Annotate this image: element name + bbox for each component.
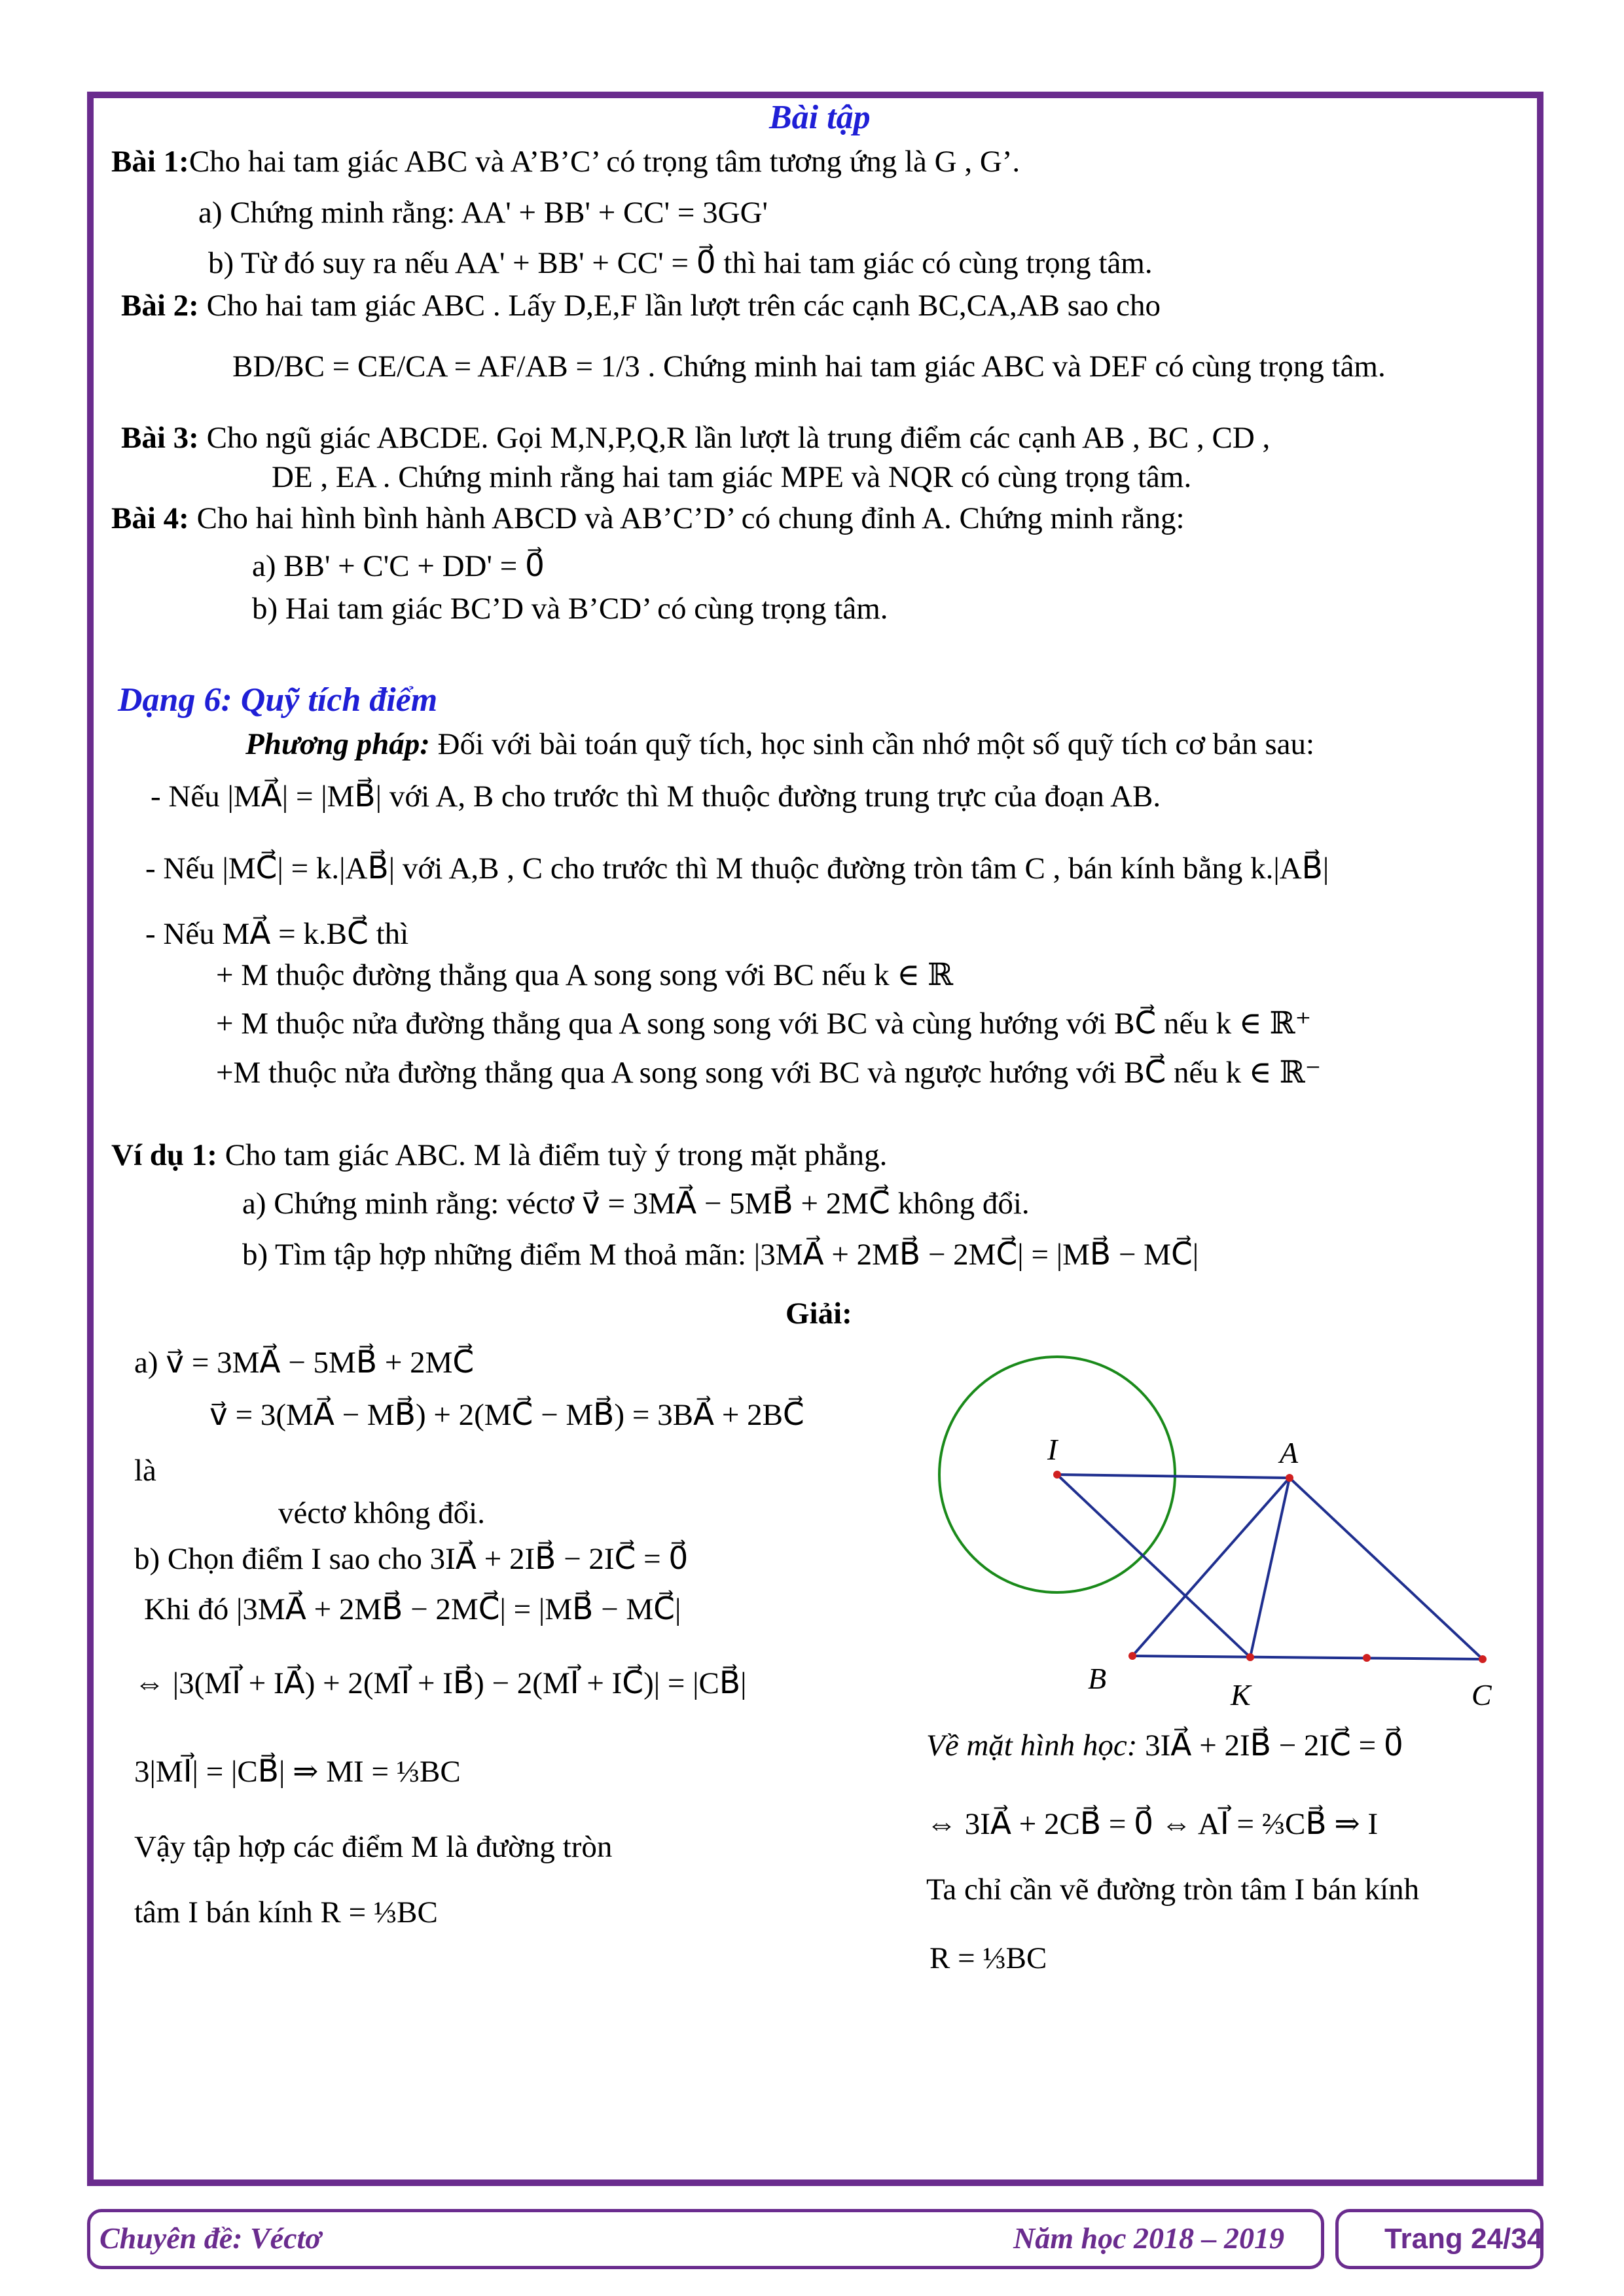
label-C: C (1471, 1678, 1492, 1712)
rule-3b: + M thuộc nửa đường thẳng qua A song song với BC và cùng hướng với BC⃗ nếu k ∈ ℝ⁺ (216, 1007, 1312, 1041)
page-number: Trang 24/34 (1384, 2223, 1543, 2255)
segment-AK (1250, 1478, 1290, 1657)
point-C (1479, 1655, 1487, 1663)
solution-line-10: tâm I bán kính R = ⅓BC (134, 1895, 438, 1929)
geometric-line-3: Ta chỉ cần vẽ đường tròn tâm I bán kính (926, 1873, 1420, 1907)
geometric-line-1: Về mặt hình học: 3IA⃗ + 2IB⃗ − 2IC⃗ = 0⃗ (926, 1729, 1403, 1763)
exercise-2: Bài 2: Cho hai tam giác ABC . Lấy D,E,F lần lượt trên các cạnh BC,CA,AB sao cho (121, 289, 1161, 323)
point-A (1286, 1474, 1293, 1482)
exercise-1: Bài 1:Cho hai tam giác ABC và A’B’C’ có trọng tâm tương ứng là G , G’. (111, 145, 1020, 179)
exercise-3-cont: DE , EA . Chứng minh rằng hai tam giác MPE và NQR có cùng trọng tâm. (272, 460, 1192, 494)
example-1b: b) Tìm tập hợp những điểm M thoả mãn: |3MA⃗ + 2MB⃗ − 2MC⃗| = |MB⃗ − MC⃗| (242, 1238, 1199, 1272)
solution-line-6: Khi đó |3MA⃗ + 2MB⃗ − 2MC⃗| = |MB⃗ − MC⃗| (144, 1592, 681, 1626)
example-1a: a) Chứng minh rằng: véctơ v⃗ = 3MA⃗ − 5MB⃗ + 2MC⃗ không đổi. (242, 1187, 1030, 1221)
segment-IA (1057, 1475, 1290, 1478)
geometric-line-4: R = ⅓BC (929, 1941, 1047, 1975)
method-line: Phương pháp: Đối với bài toán quỹ tích, học sinh cần nhớ một số quỹ tích cơ bản sau: (245, 727, 1315, 761)
label-B: B (1088, 1662, 1107, 1695)
rule-3a: + M thuộc đường thẳng qua A song song với BC nếu k ∈ ℝ (216, 958, 953, 992)
solution-line-5: b) Chọn điểm I sao cho 3IA⃗ + 2IB⃗ − 2IC⃗ = 0⃗ (134, 1542, 689, 1576)
exercise-4: Bài 4: Cho hai hình bình hành ABCD và AB’C’D’ có chung đỉnh A. Chứng minh rằng: (111, 501, 1185, 535)
rule-1: - Nếu |MA⃗| = |MB⃗| với A, B cho trước thì M thuộc đường trung trực của đoạn AB. (151, 780, 1161, 814)
locus-figure (916, 1335, 1506, 1741)
solution-heading: Giải: (785, 1297, 852, 1331)
label-I: I (1047, 1433, 1058, 1466)
geometric-line-2: ⇔ 3IA⃗ + 2CB⃗ = 0⃗ ⇔ AI⃗ = ⅔CB⃗ ⇒ I (926, 1807, 1379, 1841)
footer-year: Năm học 2018 – 2019 (1013, 2221, 1284, 2255)
footer-topic: Chuyên đề: Véctơ (99, 2221, 321, 2255)
point-I (1053, 1471, 1061, 1479)
label-A: A (1280, 1436, 1299, 1469)
solution-line-7: ⇔ |3(MI⃗ + IA⃗) + 2(MI⃗ + IB⃗) − 2(MI⃗ + IC⃗)| = |CB⃗| (134, 1666, 747, 1700)
rule-3: - Nếu MA⃗ = k.BC⃗ thì (145, 917, 409, 951)
solution-line-4: véctơ không đổi. (278, 1496, 485, 1530)
solution-line-2: v⃗ = 3(MA⃗ − MB⃗) + 2(MC⃗ − MB⃗) = 3BA⃗ + 2BC⃗ (209, 1398, 804, 1432)
label-K: K (1231, 1678, 1251, 1712)
segment-AC (1290, 1478, 1483, 1659)
exercise-2-condition: BD/BC = CE/CA = AF/AB = 1/3 . Chứng minh hai tam giác ABC và DEF có cùng trọng tâm. (232, 350, 1386, 384)
section-heading: Dạng 6: Quỹ tích điểm (118, 681, 438, 719)
point-K (1246, 1653, 1254, 1661)
rule-2: - Nếu |MC⃗| = k.|AB⃗| với A,B , C cho trước thì M thuộc đường tròn tâm C , bán kính bằng k.|AB⃗| (145, 852, 1329, 886)
solution-line-3: là (134, 1454, 156, 1488)
exercise-1a: a) Chứng minh rằng: AA' + BB' + CC' = 3GG' (198, 196, 768, 230)
solution-line-1: a) v⃗ = 3MA⃗ − 5MB⃗ + 2MC⃗ (134, 1346, 475, 1380)
segment-BC (1132, 1656, 1483, 1659)
solution-line-8: 3|MI⃗| = |CB⃗| ⇒ MI = ⅓BC (134, 1755, 461, 1789)
exercise-1b: b) Từ đó suy ra nếu AA' + BB' + CC' = 0⃗ thì hai tam giác có cùng trọng tâm. (208, 246, 1153, 280)
point-mid (1363, 1654, 1371, 1662)
exercise-4b: b) Hai tam giác BC’D và B’CD’ có cùng trọng tâm. (252, 592, 888, 626)
exercise-4a: a) BB' + C'C + DD' = 0⃗ (252, 549, 545, 583)
exercise-3: Bài 3: Cho ngũ giác ABCDE. Gọi M,N,P,Q,R lần lượt là trung điểm các cạnh AB , BC , CD , (121, 421, 1271, 455)
page-title: Bài tập (769, 99, 871, 136)
solution-line-9: Vậy tập hợp các điểm M là đường tròn (134, 1830, 613, 1864)
example-1: Ví dụ 1: Cho tam giác ABC. M là điểm tuỳ ý trong mặt phẳng. (111, 1138, 888, 1172)
rule-3c: +M thuộc nửa đường thẳng qua A song song với BC và ngược hướng với BC⃗ nếu k ∈ ℝ⁻ (216, 1056, 1322, 1090)
point-B (1128, 1652, 1136, 1660)
